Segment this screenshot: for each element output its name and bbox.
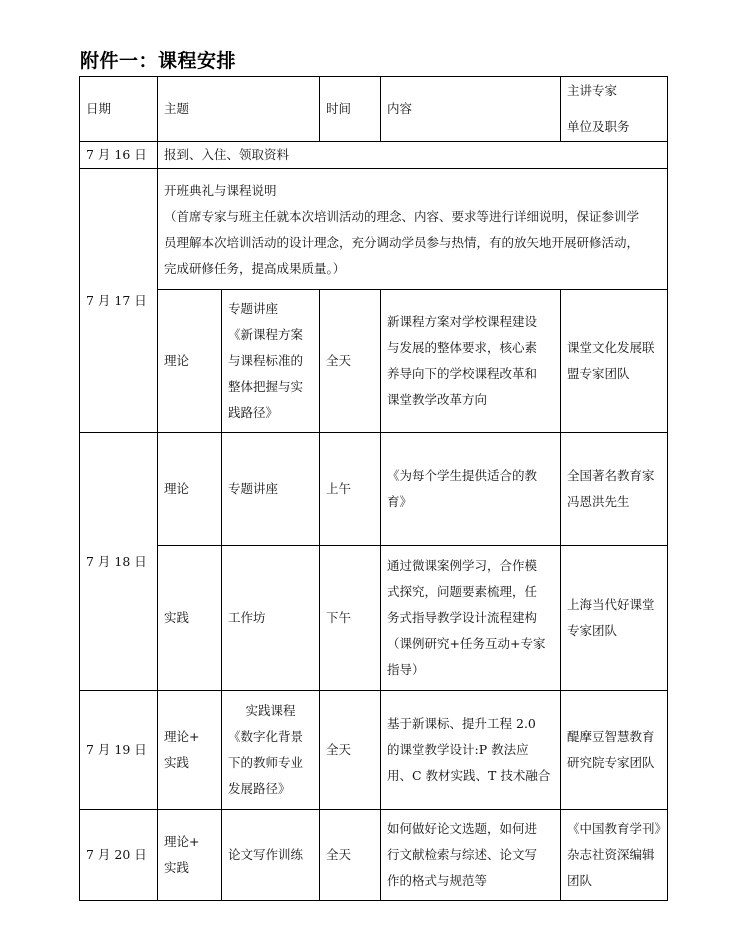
schedule-table — [79, 76, 668, 901]
content-line: （课例研究+任务互动+专家 — [387, 636, 546, 651]
type-cell: 理论 — [158, 433, 222, 546]
topic-line: 整体把握与实 — [228, 379, 304, 394]
time-cell: 全天 — [320, 810, 381, 901]
header-theme: 主题 — [158, 77, 320, 142]
header-time: 时间 — [320, 77, 381, 142]
topic-line: 下的教师专业 — [228, 755, 304, 770]
content-line: 养导向下的学校课程改革和 — [387, 366, 538, 381]
header-row — [80, 77, 668, 142]
table-row — [80, 810, 668, 901]
expert-line: 盟专家团队 — [567, 366, 630, 381]
type-line: 理论+ — [164, 729, 200, 744]
topic-line: 与课程标准的 — [228, 353, 304, 368]
header-expert — [561, 77, 668, 142]
type-cell — [158, 691, 222, 810]
table-row — [80, 691, 668, 810]
topic-line: 实践课程 — [245, 703, 296, 718]
content-line: 指导） — [387, 662, 425, 677]
date-cell: 7 月 17 日 — [80, 169, 158, 433]
content-line: 《为每个学生提供适合的教 — [387, 468, 538, 483]
time-cell: 全天 — [320, 691, 381, 810]
date-cell: 7 月 16 日 — [80, 142, 158, 169]
opening-desc-line: 员理解本次培训活动的设计理念，充分调动学员参与热情，有的放矢地开展研修活动， — [164, 235, 640, 250]
time-cell: 上午 — [320, 433, 381, 546]
header-expert-line: 主讲专家 — [567, 83, 618, 98]
content-line: 用、C 教材实践、T 技术融合 — [387, 768, 551, 783]
header-date: 日期 — [80, 77, 158, 142]
expert-line: 冯恩洪先生 — [567, 494, 630, 509]
time-cell: 下午 — [320, 546, 381, 691]
content-line: 基于新课标、提升工程 2.0 — [387, 716, 536, 731]
time-cell: 全天 — [320, 290, 381, 433]
topic-line: 专题讲座 — [228, 301, 279, 316]
type-cell: 理论 — [158, 290, 222, 433]
expert-line: 全国著名教育家 — [567, 468, 655, 483]
content-cell — [381, 691, 561, 810]
content-cell — [381, 290, 561, 433]
expert-line: 课堂文化发展联 — [567, 340, 655, 355]
type-cell: 实践 — [158, 546, 222, 691]
content-cell — [381, 546, 561, 691]
content-line: 如何做好论文选题，如何进 — [387, 821, 538, 836]
table-row — [80, 546, 668, 691]
opening-desc-line: 完成研修任务，提高成果质量。） — [164, 261, 346, 276]
expert-cell — [561, 810, 668, 901]
topic-cell: 专题讲座 — [222, 433, 320, 546]
type-line: 实践 — [164, 755, 190, 770]
expert-cell — [561, 546, 668, 691]
type-line: 理论+ — [164, 834, 200, 849]
expert-line: 《中国教育学刊》 — [567, 821, 668, 836]
expert-line: 专家团队 — [567, 623, 618, 638]
content-line: 育》 — [387, 494, 413, 509]
topic-cell: 论文写作训练 — [222, 810, 320, 901]
table-row — [80, 169, 668, 290]
content-line: 课堂教学改革方向 — [387, 392, 488, 407]
content-line: 与发展的整体要求，核心素 — [387, 340, 538, 355]
content-line: 的课堂教学设计:P 教法应 — [387, 742, 529, 757]
topic-line: 践路径》 — [228, 405, 279, 420]
content-line: 务式指导教学设计流程建构 — [387, 610, 538, 625]
topic-line: 《新课程方案 — [228, 327, 304, 342]
theme-cell: 报到、入住、领取资料 — [158, 142, 668, 169]
content-line: 通过微课案例学习，合作模 — [387, 558, 538, 573]
page-title: 附件一：课程安排 — [80, 50, 237, 72]
expert-cell — [561, 433, 668, 546]
expert-line: 上海当代好课堂 — [567, 597, 655, 612]
date-cell: 7 月 20 日 — [80, 810, 158, 901]
expert-line: 杂志社资深编辑 — [567, 847, 655, 862]
opening-desc-line: （首席专家与班主任就本次培训活动的理念、内容、要求等进行详细说明，保证参训学 — [164, 209, 640, 224]
topic-cell — [222, 290, 320, 433]
expert-cell — [561, 290, 668, 433]
content-cell — [381, 433, 561, 546]
date-cell: 7 月 19 日 — [80, 691, 158, 810]
topic-cell — [222, 691, 320, 810]
opening-title: 开班典礼与课程说明 — [164, 183, 277, 198]
table-row — [80, 290, 668, 433]
table-row — [80, 142, 668, 169]
opening-cell — [158, 169, 668, 290]
header-expert-line: 单位及职务 — [567, 119, 630, 134]
content-line: 作的格式与规范等 — [387, 873, 488, 888]
expert-line: 醍摩豆智慧教育 — [567, 729, 655, 744]
header-content: 内容 — [381, 77, 561, 142]
expert-cell — [561, 691, 668, 810]
topic-cell: 工作坊 — [222, 546, 320, 691]
content-line: 式探究，问题要素梳理，任 — [387, 584, 538, 599]
type-cell — [158, 810, 222, 901]
table-row — [80, 433, 668, 546]
date-cell: 7 月 18 日 — [80, 433, 158, 691]
expert-line: 团队 — [567, 873, 593, 888]
topic-line: 《数字化背景 — [228, 729, 304, 744]
content-line: 新课程方案对学校课程建设 — [387, 314, 538, 329]
type-line: 实践 — [164, 860, 190, 875]
content-cell — [381, 810, 561, 901]
content-line: 行文献检索与综述、论文写 — [387, 847, 538, 862]
expert-line: 研究院专家团队 — [567, 755, 655, 770]
topic-line: 发展路径》 — [228, 781, 291, 796]
